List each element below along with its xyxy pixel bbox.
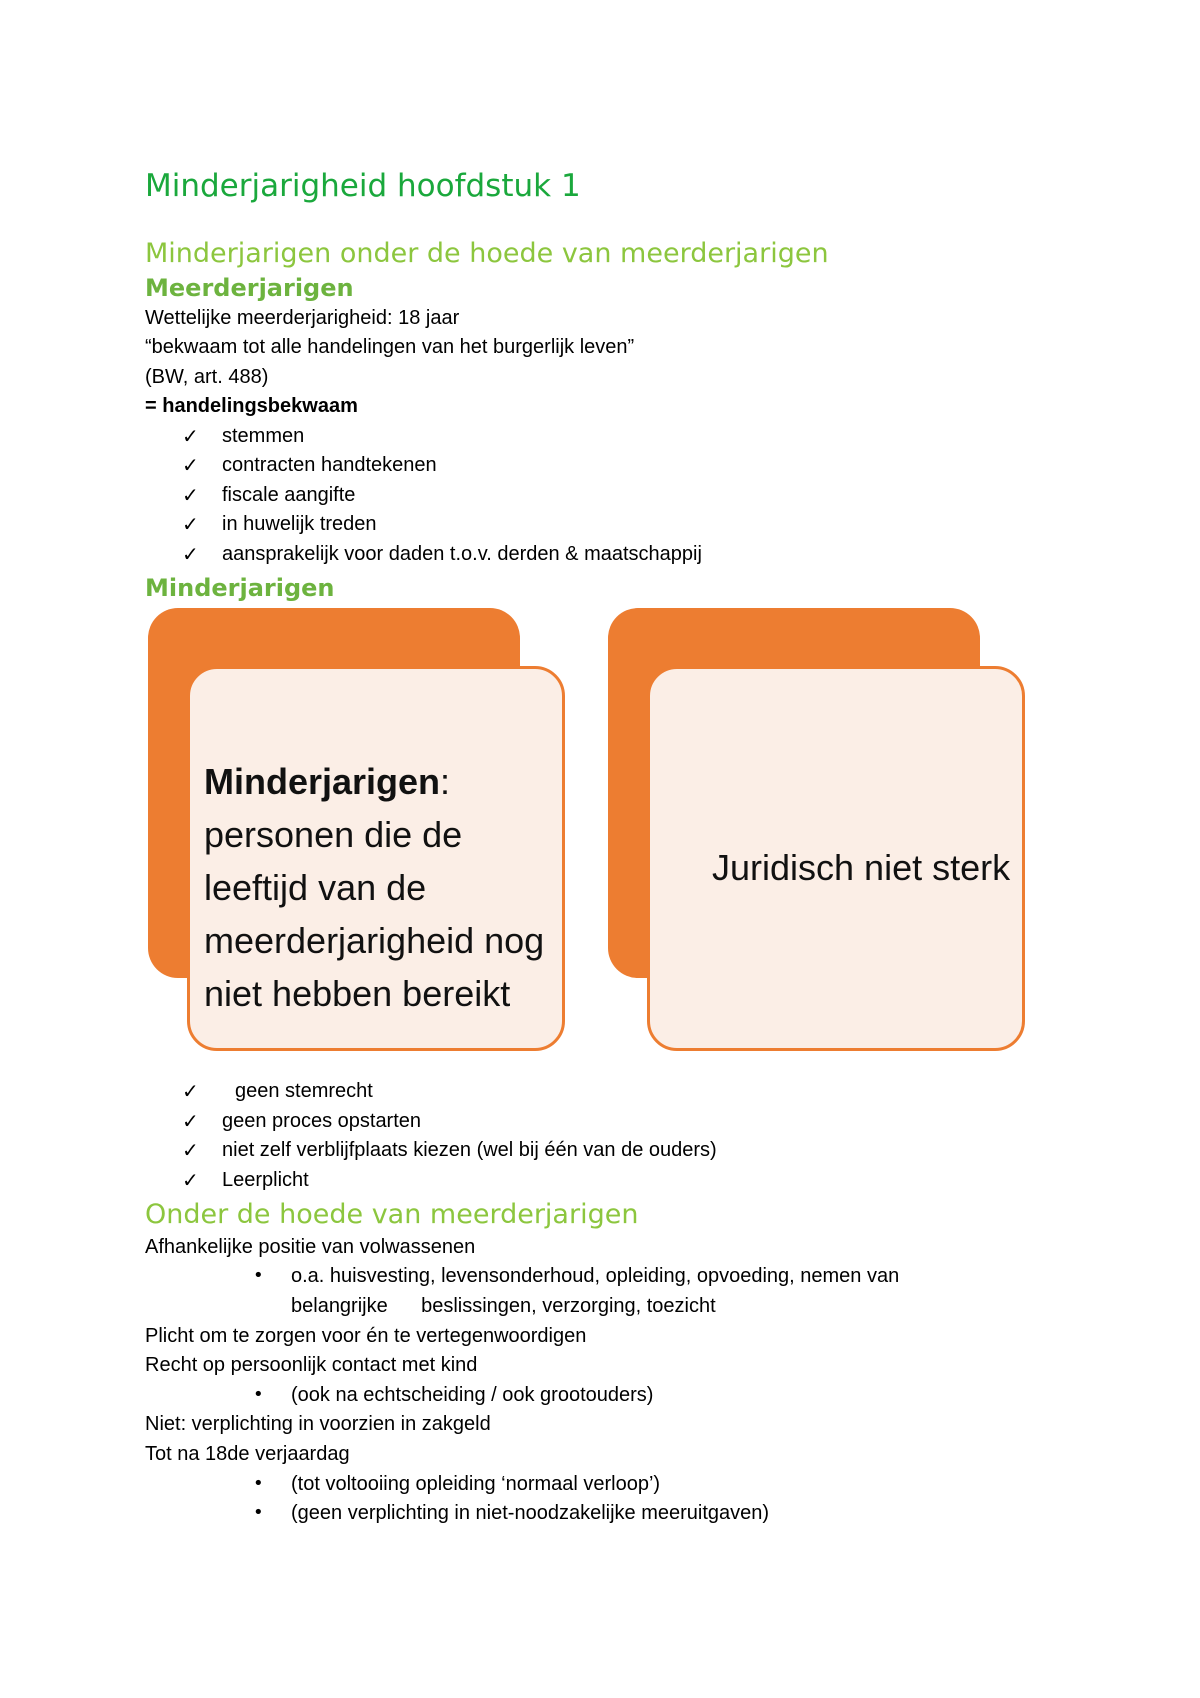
check-icon: ✓	[182, 1168, 199, 1192]
check-icon: ✓	[182, 542, 199, 566]
subheading-minderjarigen: Minderjarigen	[145, 574, 335, 602]
bullet-icon: •	[253, 1384, 264, 1405]
check-item: geen stemrecht	[235, 1080, 373, 1102]
check-icon: ✓	[182, 1109, 199, 1133]
check-item: niet zelf verblijfplaats kiezen (wel bij één van de ouders)	[222, 1139, 717, 1161]
check-item: in huwelijk treden	[222, 513, 377, 535]
check-item: aansprakelijk voor daden t.o.v. derden & maatschappij	[222, 543, 702, 565]
bullet-item-cont: belangrijke beslissingen, verzorging, toezicht	[291, 1295, 716, 1317]
text-line: Tot na 18de verjaardag	[145, 1443, 350, 1465]
bullet-icon: •	[253, 1265, 264, 1286]
text-line: Plicht om te zorgen voor én te vertegenwoordigen	[145, 1325, 587, 1347]
check-item: Leerplicht	[222, 1169, 309, 1191]
check-icon: ✓	[182, 424, 199, 448]
check-item: fiscale aangifte	[222, 484, 356, 506]
text-line: Recht op persoonlijk contact met kind	[145, 1354, 478, 1376]
text-line: Wettelijke meerderjarigheid: 18 jaar	[145, 307, 460, 329]
box-1-bold: Minderjarigen	[204, 761, 441, 802]
box-1-text	[204, 755, 564, 1020]
check-item: geen proces opstarten	[222, 1110, 422, 1132]
box-1-front	[187, 666, 565, 1051]
text-line-bold: = handelingsbekwaam	[145, 395, 358, 417]
box-1-rest: : personen die de leeftijd van de meerderjarigheid nog niet hebben bereikt	[204, 761, 545, 1014]
text-line: Niet: verplichting in voorzien in zakgeld	[145, 1413, 491, 1435]
bullet-item: (ook na echtscheiding / ook grootouders)	[291, 1384, 654, 1406]
box-2-text: Juridisch niet sterk	[712, 847, 1011, 888]
check-item: stemmen	[222, 425, 305, 447]
check-icon: ✓	[182, 483, 199, 507]
page-title: Minderjarigheid hoofdstuk 1	[145, 168, 581, 204]
bullet-item: (tot voltooiing opleiding ‘normaal verloop’)	[291, 1473, 661, 1495]
section-heading: Minderjarigen onder de hoede van meerderjarigen	[145, 238, 829, 269]
bullet-icon: •	[253, 1502, 264, 1523]
text-line: “bekwaam tot alle handelingen van het burgerlijk leven”	[145, 336, 635, 358]
check-item: contracten handtekenen	[222, 454, 437, 476]
subheading-meerderjarigen: Meerderjarigen	[145, 274, 354, 302]
check-icon: ✓	[182, 1079, 199, 1103]
check-icon: ✓	[182, 1138, 199, 1162]
text-line: Afhankelijke positie van volwassenen	[145, 1236, 476, 1258]
check-icon: ✓	[182, 512, 199, 536]
check-icon: ✓	[182, 453, 199, 477]
box-2-front	[647, 666, 1025, 1051]
text-line: (BW, art. 488)	[145, 366, 269, 388]
bullet-icon: •	[253, 1473, 264, 1494]
bullet-item: (geen verplichting in niet-noodzakelijke meeruitgaven)	[291, 1502, 770, 1524]
section-heading-2: Onder de hoede van meerderjarigen	[145, 1199, 639, 1230]
bullet-item: o.a. huisvesting, levensonderhoud, opleiding, opvoeding, nemen van	[291, 1265, 900, 1287]
